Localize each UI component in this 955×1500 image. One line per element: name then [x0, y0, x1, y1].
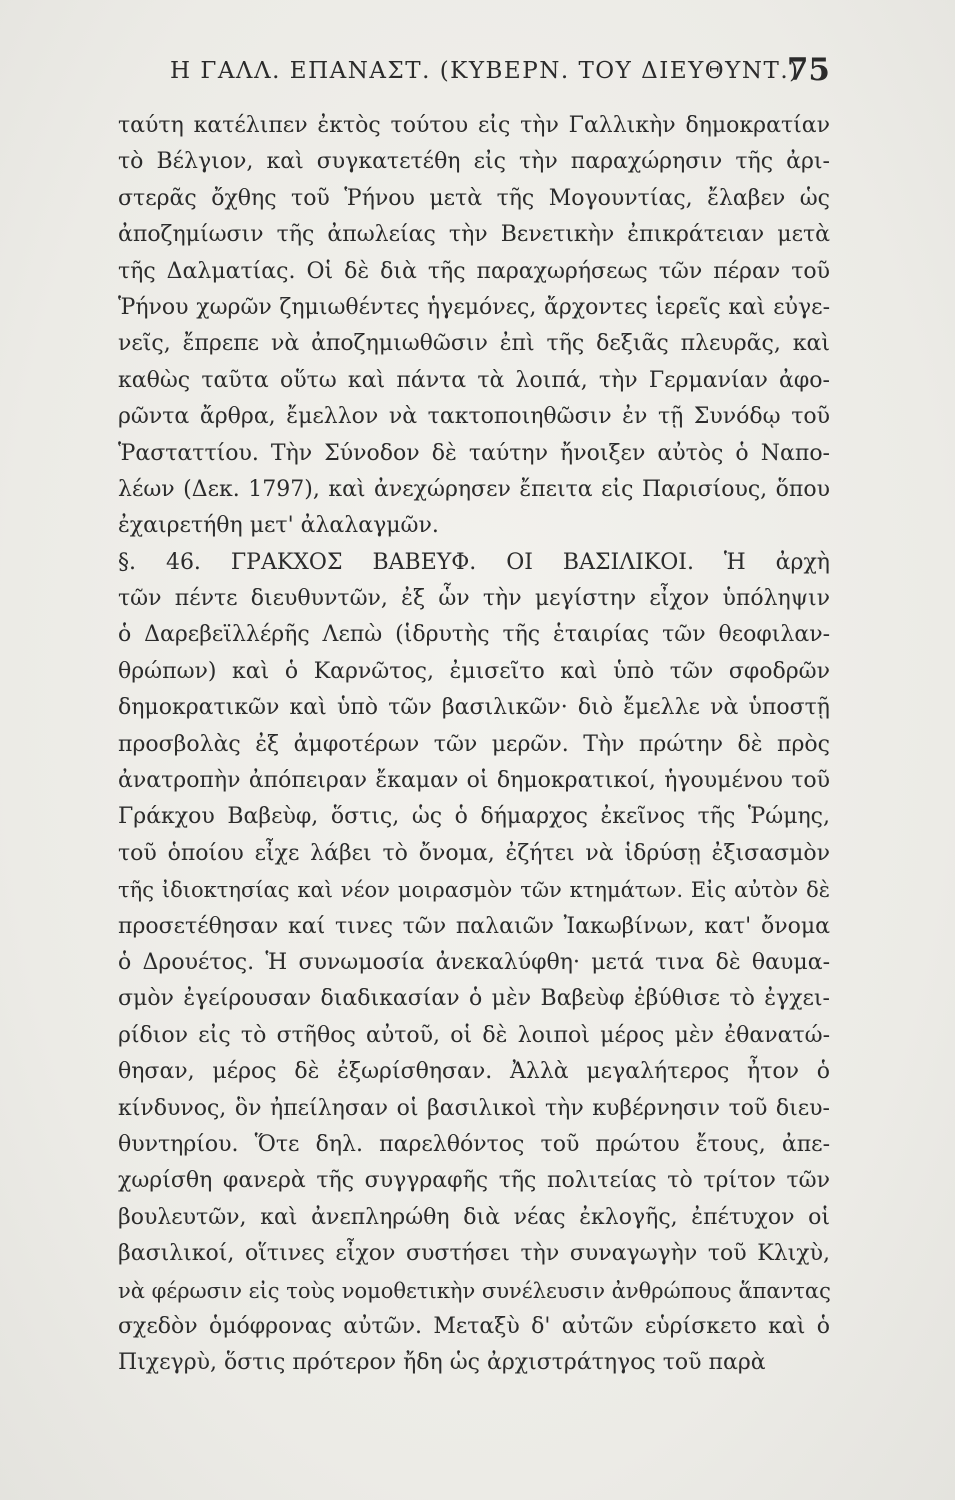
text-line: ἀποζημίωσιν τῆς ἀπωλείας τὴν Βενετικὴν ἐπικράτειαν μετὰ: [118, 222, 830, 248]
text-line: βουλευτῶν, καὶ ἀνεπληρώθη διὰ νέας ἐκλογῆς, ἐπέτυχον οἱ: [118, 1204, 830, 1230]
page-header: [118, 52, 830, 92]
text-line: ταύτη κατέλιπεν ἐκτὸς τούτου εἰς τὴν Γαλλικὴν δημοκρατίαν: [118, 113, 830, 138]
body-text: [118, 108, 830, 1382]
text-line: σμὸν ἐγείρουσαν διαδικασίαν ὁ μὲν Βαβεὺφ ἐβύθισε τὸ ἐγχει-: [118, 986, 830, 1012]
text-line: χωρίσθη φανερὰ τῆς συγγραφῆς τῆς πολιτείας τὸ τρίτον τῶν: [118, 1168, 830, 1194]
text-line: βασιλικοί, οἵτινες εἶχον συστήσει τὴν συναγωγὴν τοῦ Κλιχὺ,: [118, 1241, 830, 1267]
text-line: Ῥήνου χωρῶν ζημιωθέντες ἡγεμόνες, ἄρχοντες ἱερεῖς καὶ εὐγε-: [118, 294, 830, 320]
text-line: θρώπων) καὶ ὁ Καρνῶτος, ἐμισεῖτο καὶ ὑπὸ τῶν σφοδρῶν: [118, 658, 830, 684]
text-line: λέων (Δεκ. 1797), καὶ ἀνεχώρησεν ἔπειτα εἰς Παρισίους, ὅπου: [118, 476, 830, 502]
text-line: προσβολὰς ἐξ ἀμφοτέρων τῶν μερῶν. Τὴν πρώτην δὲ πρὸς: [118, 731, 830, 757]
page-number: 75: [786, 52, 830, 88]
text-line: ὁ Δρουέτος. Ἡ συνωμοσία ἀνεκαλύφθη· μετά τινα δὲ θαυμα-: [118, 949, 830, 975]
text-line: τῶν πέντε διευθυντῶν, ἐξ ὧν τὴν μεγίστην εἶχον ὑπόληψιν: [118, 586, 830, 612]
text-line: τῆς Δαλματίας. Οἱ δὲ διὰ τῆς παραχωρήσεως τῶν πέραν τοῦ: [118, 258, 830, 284]
text-line: δημοκρατικῶν καὶ ὑπὸ τῶν βασιλικῶν· διὸ ἔμελλε νὰ ὑποστῇ: [118, 695, 830, 721]
text-line: τὸ Βέλγιον, καὶ συγκατετέθη εἰς τὴν παραχώρησιν τῆς ἀρι-: [118, 149, 830, 175]
text-line: ρῶντα ἄρθρα, ἔμελλον νὰ τακτοποιηθῶσιν ἐν τῇ Συνόδῳ τοῦ: [118, 404, 830, 430]
text-line: προσετέθησαν καί τινες τῶν παλαιῶν Ἰακωβίνων, κατ' ὄνομα: [118, 913, 830, 939]
text-line: νὰ φέρωσιν εἰς τοὺς νομοθετικὴν συνέλευσιν ἀνθρώπους ἅπαντας: [118, 1278, 831, 1303]
text-line: τοῦ ὁποίου εἶχε λάβει τὸ ὄνομα, ἐζήτει νὰ ἱδρύσῃ ἐξισασμὸν: [118, 840, 830, 866]
text-line: καθὼς ταῦτα οὕτω καὶ πάντα τὰ λοιπά, τὴν Γερμανίαν ἀφο-: [118, 367, 830, 393]
text-line: ὁ Δαρεβεϊλλέρῆς Λεπὼ (ἱδρυτὴς τῆς ἑταιρίας τῶν θεοφιλαν-: [118, 622, 830, 648]
running-head: Η ΓΑΛΛ. ΕΠΑΝΑΣΤ. (ΚΥΒΕΡΝ. ΤΟΥ ΔΙΕΥΘΥΝΤ.): [170, 58, 800, 84]
text-line: στερᾶς ὄχθης τοῦ Ῥήνου μετὰ τῆς Μογουντίας, ἔλαβεν ὡς: [118, 185, 830, 211]
text-line: ρίδιον εἰς τὸ στῆθος αὐτοῦ, οἱ δὲ λοιποὶ μέρος μὲν ἐθανατώ-: [118, 1022, 830, 1048]
text-line: θησαν, μέρος δὲ ἐξωρίσθησαν. Ἀλλὰ μεγαλήτερος ἦτον ὁ: [118, 1059, 830, 1085]
text-line: Γράκχου Βαβεὺφ, ὅστις, ὡς ὁ δήμαρχος ἐκεῖνος τῆς Ῥώμης,: [118, 804, 830, 830]
text-line: ἐχαιρετήθη μετ' ἀλαλαγμῶν.: [118, 513, 439, 539]
text-line: ἀνατροπὴν ἀπόπειραν ἔκαμαν οἱ δημοκρατικοί, ἡγουμένου τοῦ: [118, 768, 830, 794]
text-line: νεῖς, ἔπρεπε νὰ ἀποζημιωθῶσιν ἐπὶ τῆς δεξιᾶς πλευρᾶς, καὶ: [118, 331, 830, 357]
text-line: τῆς ἰδιοκτησίας καὶ νέον μοιρασμὸν τῶν κτημάτων. Εἰς αὐτὸν δὲ: [118, 878, 830, 903]
text-line: κίνδυνος, ὃν ἠπείλησαν οἱ βασιλικοὶ τὴν κυβέρνησιν τοῦ διευ-: [118, 1095, 830, 1121]
text-line: Πιχεγρὺ, ὅστις πρότερον ἤδη ὡς ἀρχιστράτηγος τοῦ παρὰ: [118, 1350, 766, 1376]
text-line: Ῥασταττίου. Τὴν Σύνοδον δὲ ταύτην ἤνοιξεν αὐτὸς ὁ Ναπο-: [118, 440, 830, 466]
text-line: σχεδὸν ὁμόφρονας αὐτῶν. Μεταξὺ δ' αὐτῶν εὑρίσκετο καὶ ὁ: [118, 1313, 830, 1339]
text-line: θυντηρίου. Ὅτε δηλ. παρελθόντος τοῦ πρώτου ἔτους, ἀπε-: [118, 1131, 830, 1157]
text-line: §. 46. ΓΡΑΚΧΟΣ ΒΑΒΕΥΦ. ΟΙ ΒΑΣΙΛΙΚΟΙ. Ἡ ἀρχὴ: [118, 549, 830, 575]
